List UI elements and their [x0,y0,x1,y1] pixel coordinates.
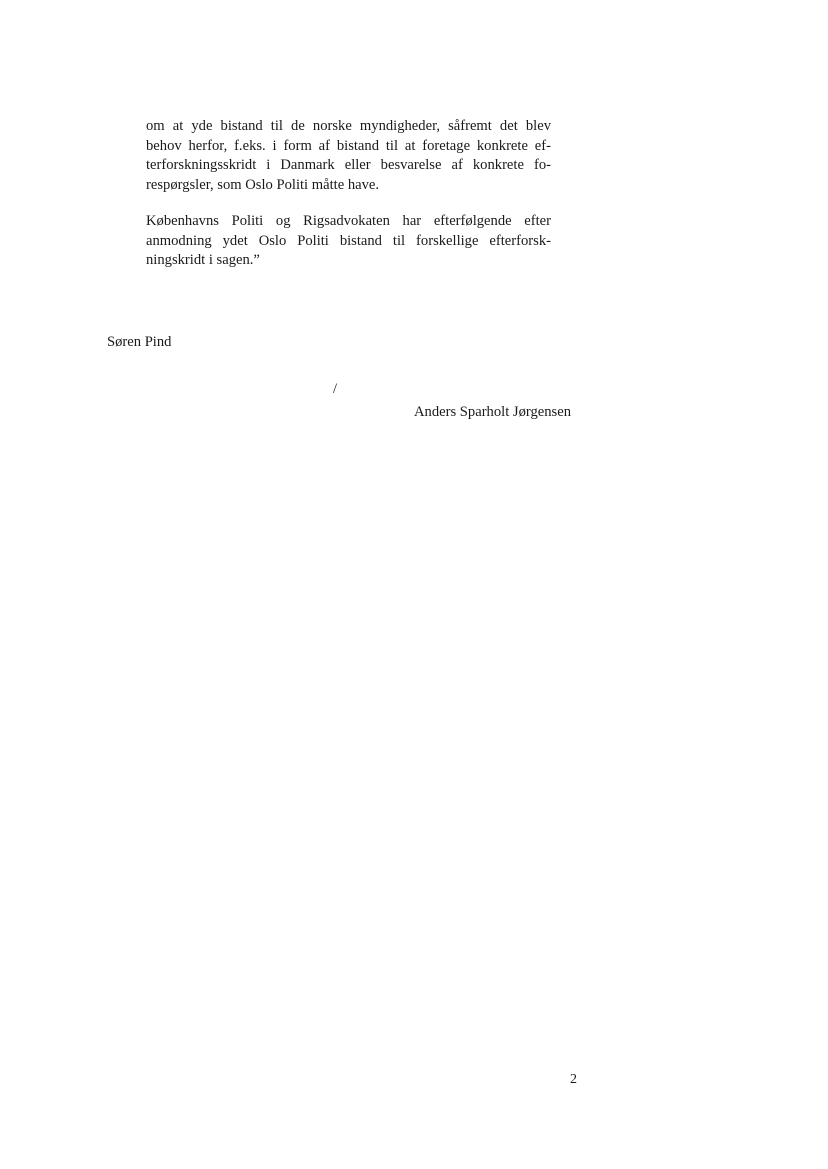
page-number: 2 [570,1072,577,1087]
quoted-text-block [146,117,551,288]
paragraph-line: Københavns Politi og Rigsadvokaten har efterfølgende efter [146,213,551,229]
paragraph-line: om at yde bistand til de norske myndigheder, såfremt det blev [146,118,551,134]
signer-right-name: Anders Sparholt Jørgensen [414,404,571,420]
paragraph-line: anmodning ydet Oslo Politi bistand til forskellige efterforsk- [146,232,551,249]
signature-separator: / [333,381,338,397]
paragraph-2 [146,212,551,271]
signer-left-name: Søren Pind [107,334,172,350]
paragraph-1 [146,117,551,195]
paragraph-line: respørgsler, som Oslo Politi måtte have. [146,176,380,193]
paragraph-line: behov herfor, f.eks. i form af bistand til at foretage konkrete ef- [146,137,551,154]
paragraph-line: terforskningsskridt i Danmark eller besvarelse af konkrete fo- [146,157,551,173]
paragraph-line: ningskridt i sagen.” [146,252,260,268]
